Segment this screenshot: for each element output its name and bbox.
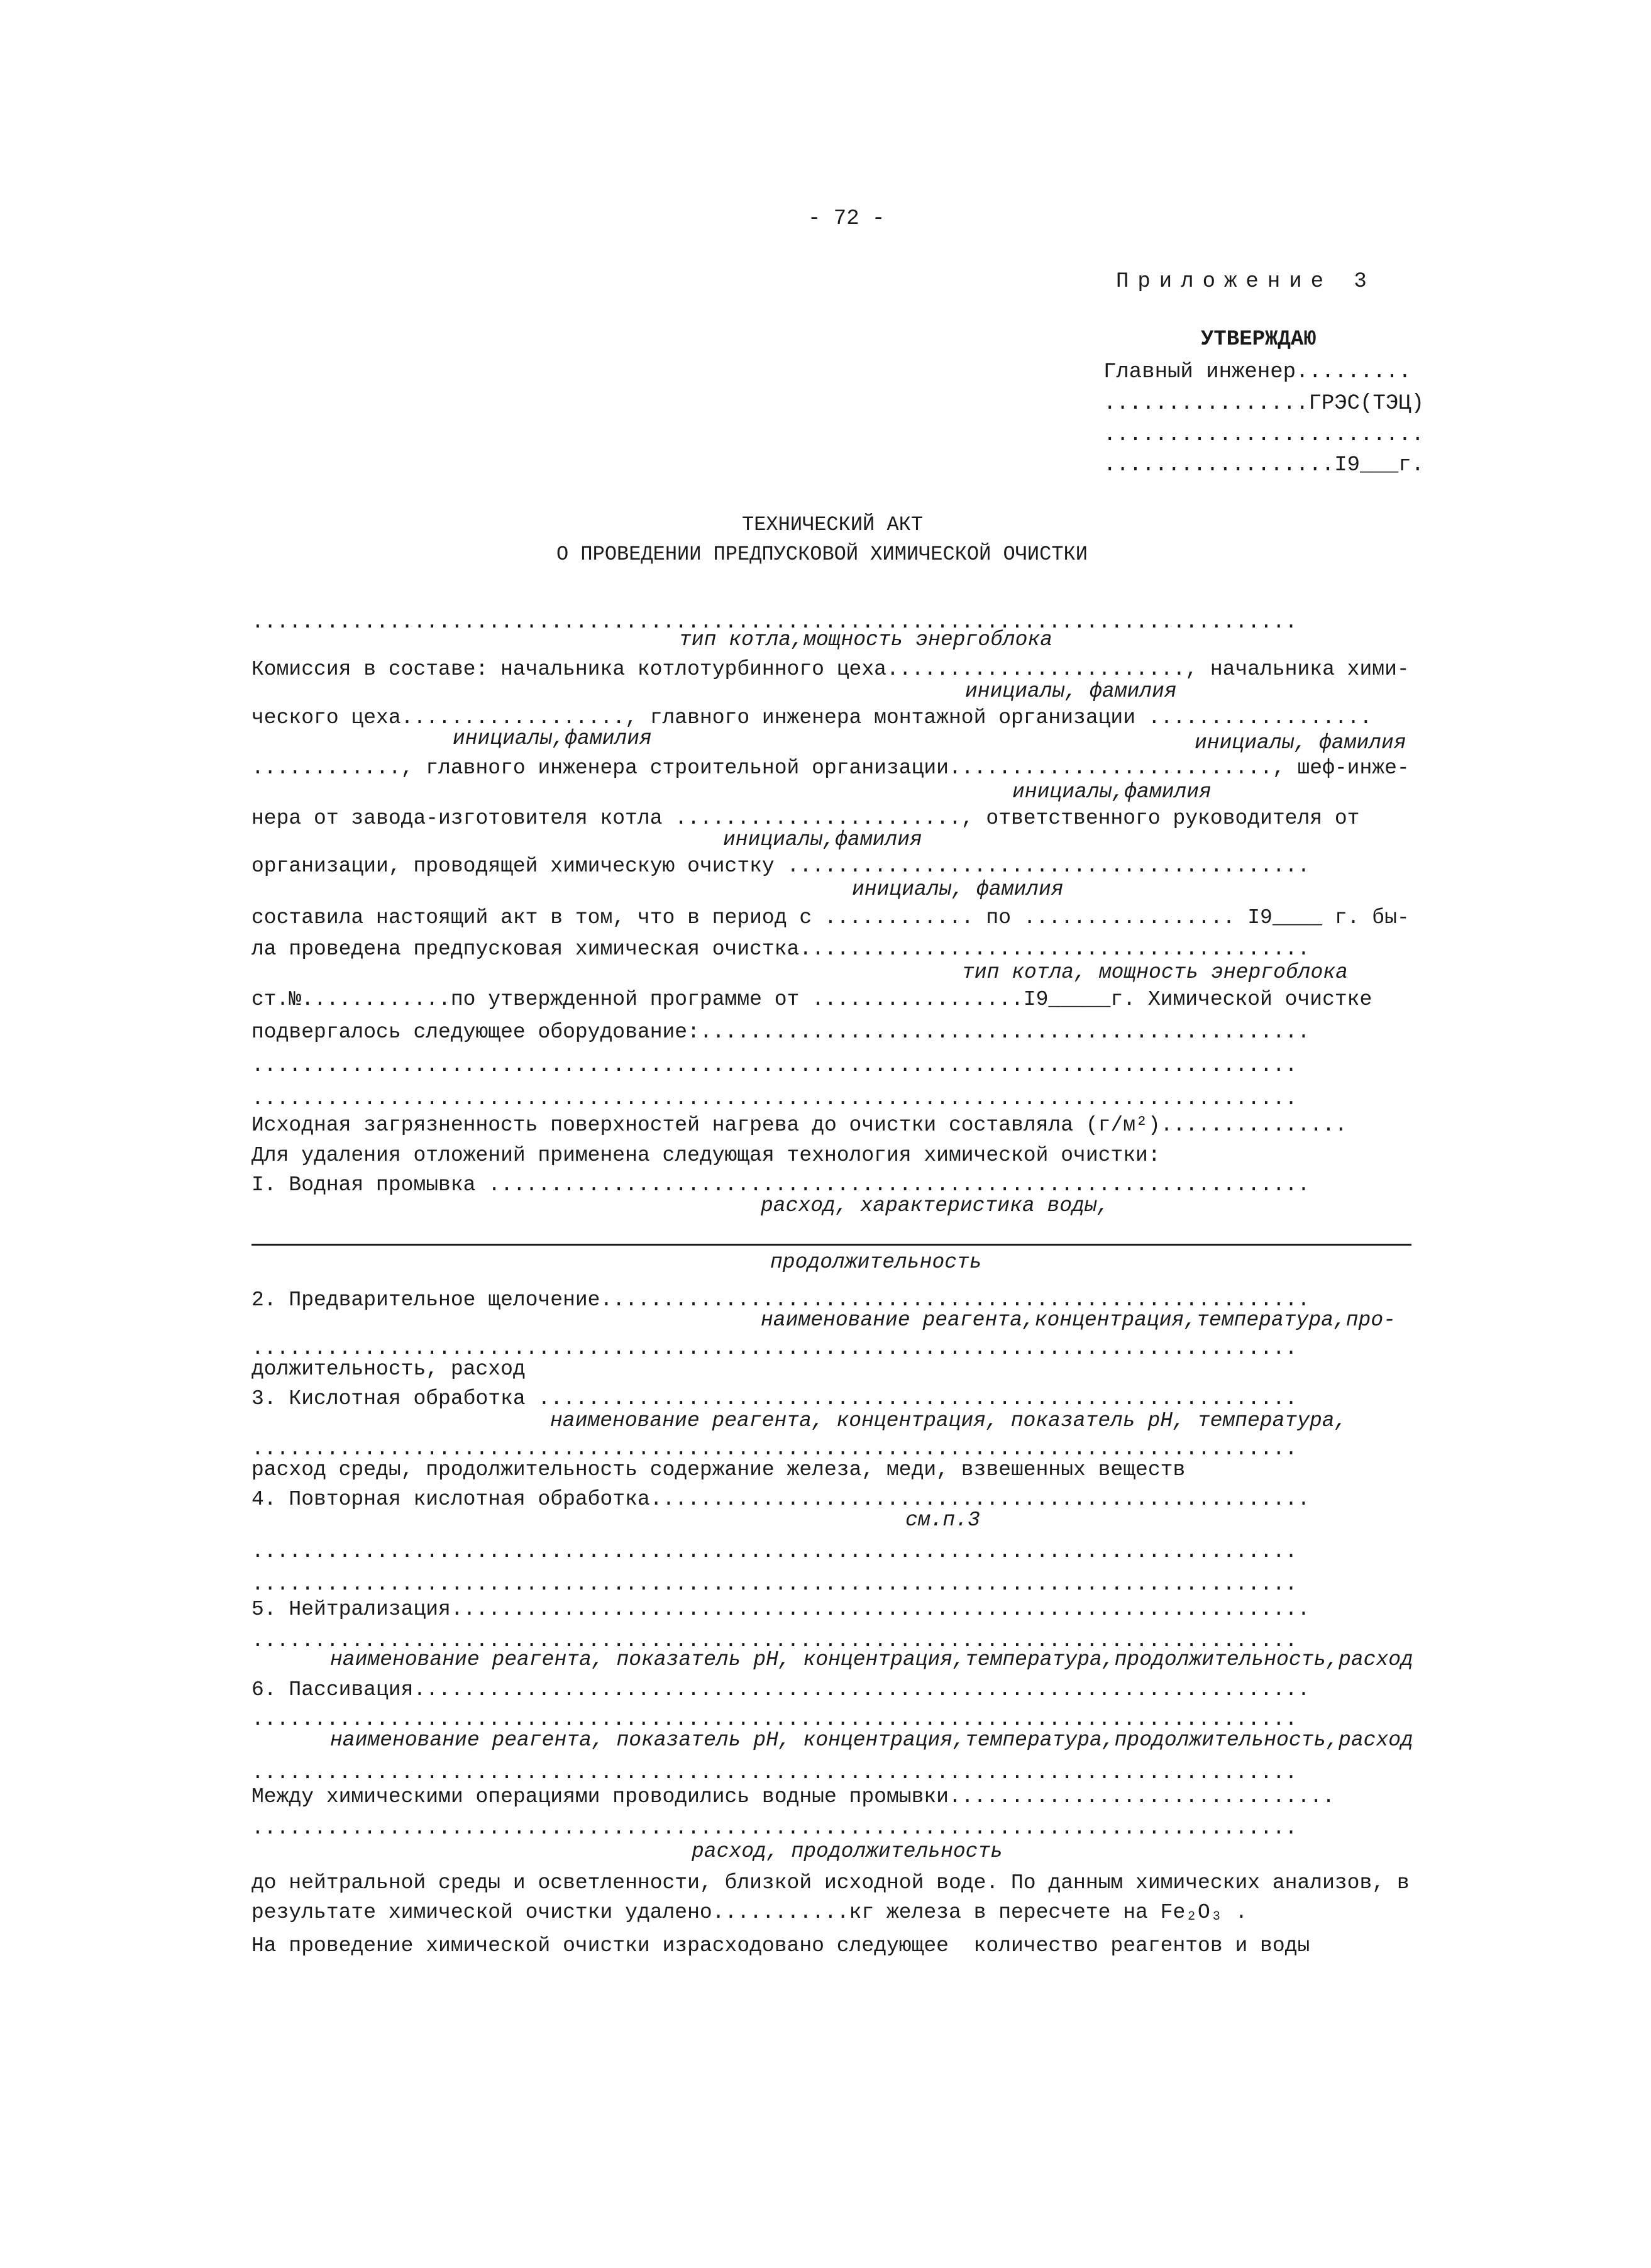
appendix-label: Приложение 3	[1116, 270, 1376, 294]
body-line-34: результате химической очистки удалено...........кг железа в пересчете на Fe₂O₃ .	[251, 1901, 1248, 1924]
approval-line-2: ................ГРЭС(ТЭЦ)	[1103, 392, 1425, 416]
caption-03a: инициалы,фамилия	[453, 727, 652, 750]
body-line-25: ....................................................................................	[251, 1573, 1298, 1596]
body-line-26: 5. Нейтрализация.....................................................................	[251, 1598, 1310, 1621]
document-title-line-2: О ПРОВЕДЕНИИ ПРЕДПУСКОВОЙ ХИМИЧЕСКОЙ ОЧИСТКИ	[556, 543, 1088, 566]
body-line-30: ....................................................................................	[251, 1761, 1298, 1784]
caption-15: расход, характеристика воды,	[761, 1194, 1110, 1217]
body-line-15: I. Водная промывка ..................................................................	[251, 1173, 1310, 1197]
body-line-27: ....................................................................................	[251, 1629, 1298, 1652]
approval-line-3: .........................	[1103, 423, 1425, 447]
caption-02: инициалы, фамилия	[965, 680, 1177, 703]
caption-29: наименование реагента, показатель pH, концентрация,температура,продолжительность,расход	[330, 1729, 1413, 1752]
page-number: - 72 -	[808, 207, 885, 231]
body-line-14: Для удаления отложений применена следующая технология химической очистки:	[251, 1144, 1161, 1167]
approval-line-1: Главный инженер.........	[1103, 360, 1411, 384]
body-line-07: составила настоящий акт в том, что в период с ............ по ................. I9____ г. бы-	[251, 906, 1410, 929]
body-line-23: 4. Повторная кислотная обработка.....................................................	[251, 1488, 1310, 1511]
caption-06: инициалы, фамилия	[852, 878, 1064, 901]
caption-05: инициалы,фамилия	[723, 828, 922, 851]
body-line-13: Исходная загрязненность поверхностей нагрева до очистки составляла (г/м²)...............	[251, 1114, 1347, 1137]
body-line-01: ....................................................................................	[251, 611, 1298, 634]
caption-32: расход, продолжительность	[692, 1840, 1003, 1863]
body-line-09: ст.№............по утвержденной программе от .................I9_____г. Химической очистке	[251, 988, 1372, 1011]
body-line-17: 2. Предварительное щелочение.........................................................	[251, 1288, 1310, 1312]
body-line-12: ....................................................................................	[251, 1087, 1298, 1110]
body-line-11: ....................................................................................	[251, 1054, 1298, 1077]
caption-03b: инициалы, фамилия	[1195, 731, 1406, 755]
body-line-21: ....................................................................................	[251, 1437, 1298, 1461]
document-title-line-1: ТЕХНИЧЕСКИЙ АКТ	[742, 513, 924, 536]
caption-17: наименование реагента,концентрация,температура,про-	[761, 1308, 1396, 1332]
body-line-18: ....................................................................................	[251, 1337, 1298, 1360]
body-line-19: должительность, расход	[251, 1358, 526, 1381]
caption-20: наименование реагента, концентрация, показатель pH, температура,	[550, 1409, 1347, 1432]
caption-01: тип котла,мощность энергоблока	[679, 628, 1053, 651]
body-line-08: ла проведена предпусковая химическая очистка.........................................	[251, 938, 1310, 961]
body-line-32: ....................................................................................	[251, 1817, 1298, 1840]
approval-heading: УТВЕРЖДАЮ	[1201, 328, 1317, 351]
body-line-28: 6. Пассивация........................................................................	[251, 1678, 1310, 1701]
caption-16: продолжительность	[770, 1251, 982, 1274]
body-line-24: ....................................................................................	[251, 1540, 1298, 1563]
body-line-20: 3. Кислотная обработка .............................................................	[251, 1387, 1298, 1410]
caption-23: см.п.3	[905, 1508, 980, 1532]
body-line-33: до нейтральной среды и осветленности, близкой исходной воде. По данным химических анализов, в	[251, 1871, 1410, 1895]
body-line-10: подвергалось следующее оборудование:.................................................	[251, 1021, 1310, 1044]
body-line-02: Комиссия в составе: начальника котлотурбинного цеха........................, начальника хими-	[251, 658, 1410, 681]
body-line-03: ческого цеха.................., главного инженера монтажной организации ..................	[251, 706, 1372, 729]
caption-27: наименование реагента, показатель pH, концентрация,температура,продолжительность,расход	[330, 1648, 1413, 1671]
approval-line-4: ..................I9___г.	[1103, 453, 1425, 477]
body-line-31: Между химическими операциями проводились водные промывки...............................	[251, 1785, 1335, 1808]
body-line-04: ............, главного инженера строительной организации.........................., шеф-инже-	[251, 756, 1410, 780]
body-line-35: На проведение химической очистки израсходовано следующее количество реагентов и воды	[251, 1934, 1310, 1957]
caption-08: тип котла, мощность энергоблока	[962, 961, 1348, 984]
body-line-22: расход среды, продолжительность содержание железа, меди, взвешенных веществ	[251, 1458, 1186, 1481]
body-line-05: нера от завода-изготовителя котла ......................., ответственного руководителя от	[251, 807, 1360, 830]
body-line-06: организации, проводящей химическую очистку ..........................................	[251, 855, 1310, 878]
underline-rule	[251, 1244, 1411, 1246]
body-line-29: ....................................................................................	[251, 1708, 1298, 1731]
caption-04: инициалы,фамилия	[1012, 780, 1212, 804]
